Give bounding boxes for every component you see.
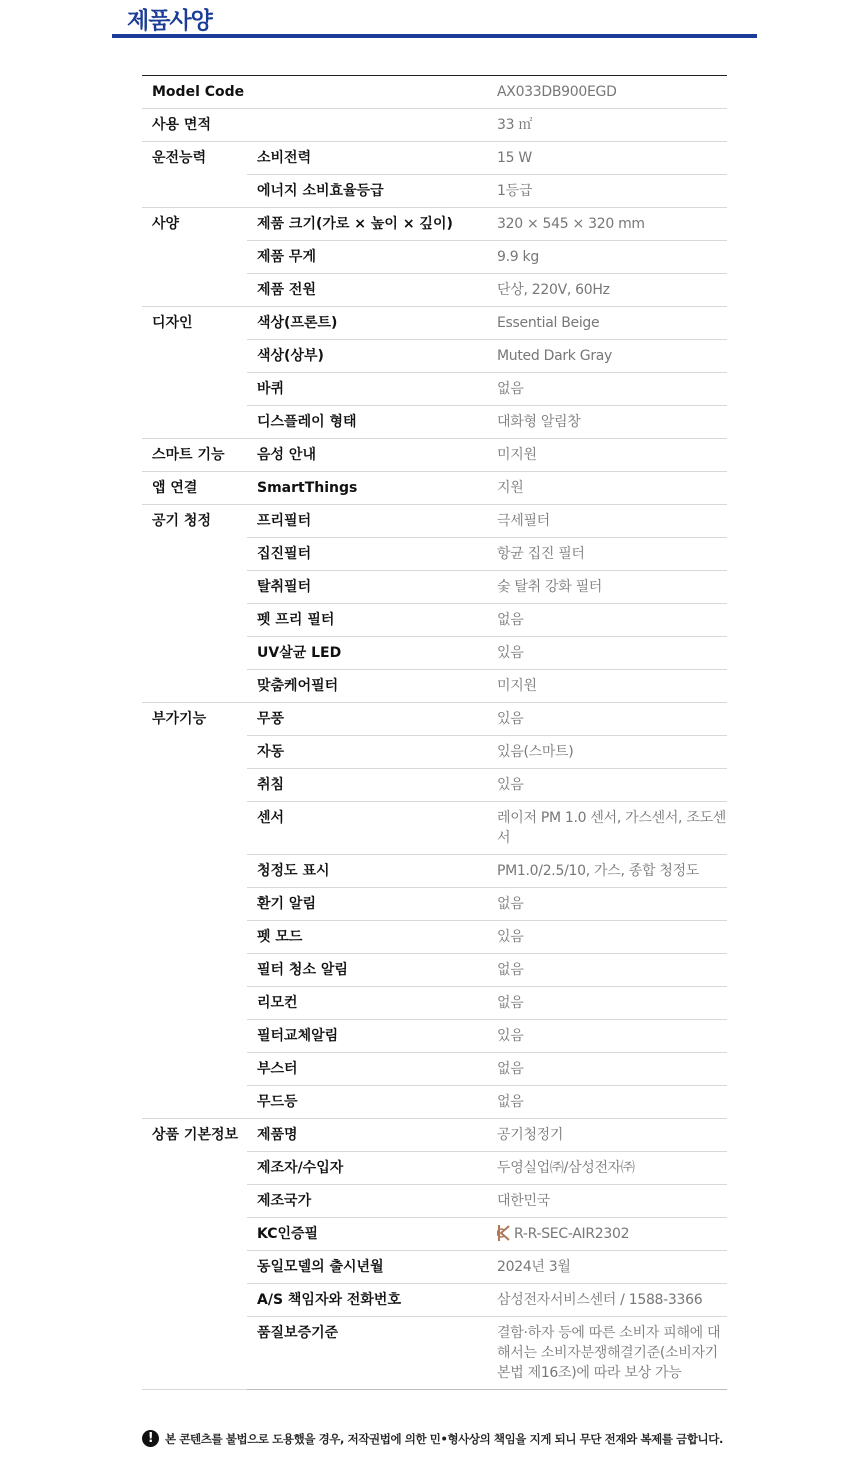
spec-value: 있음(스마트) [487,736,727,769]
exclamation-icon: ! [142,1430,159,1447]
spec-value [487,1218,727,1251]
spec-row [142,76,727,109]
spec-item-label: KC인증필 [247,1218,487,1251]
spec-value: AX033DB900EGD [487,76,727,109]
spec-value: 결함·하자 등에 따른 소비자 피해에 대해서는 소비자분쟁해결기준(소비자기본법 제16조)에 따라 보상 가능 [487,1317,727,1390]
spec-category: 사용 면적 [142,109,487,142]
spec-value: 두영실업㈜/삼성전자㈜ [487,1152,727,1185]
spec-item-label: 제품 크기(가로 × 높이 × 깊이) [247,208,487,241]
spec-item-label: 환기 알림 [247,888,487,921]
spec-item-label: SmartThings [247,472,487,505]
spec-value: 없음 [487,1053,727,1086]
spec-value: 없음 [487,987,727,1020]
kc-certification-icon [497,1224,511,1242]
spec-item-label: 부스터 [247,1053,487,1086]
spec-category: 사양 [142,208,247,307]
spec-item-label: 무드등 [247,1086,487,1119]
spec-value: 있음 [487,1020,727,1053]
spec-item-label: 취침 [247,769,487,802]
spec-value: 15 W [487,142,727,175]
spec-item-label: 필터교체알림 [247,1020,487,1053]
spec-category: 앱 연결 [142,472,247,505]
spec-value: 9.9 kg [487,241,727,274]
spec-value: 없음 [487,954,727,987]
spec-item-label: 펫 프리 필터 [247,604,487,637]
spec-category: 스마트 기능 [142,439,247,472]
spec-value: 없음 [487,888,727,921]
spec-value: 2024년 3월 [487,1251,727,1284]
spec-item-label: 맞춤케어필터 [247,670,487,703]
spec-value: Muted Dark Gray [487,340,727,373]
spec-row [142,1119,727,1152]
spec-value: 있음 [487,703,727,736]
spec-item-label: 품질보증기준 [247,1317,487,1390]
spec-value: 숯 탈취 강화 필터 [487,571,727,604]
spec-value: PM1.0/2.5/10, 가스, 종합 청정도 [487,855,727,888]
spec-item-label: 집진필터 [247,538,487,571]
spec-item-label: 센서 [247,802,487,855]
spec-row [142,142,727,175]
spec-row [142,703,727,736]
spec-row [142,208,727,241]
spec-value: 항균 집진 필터 [487,538,727,571]
spec-item-label: 탈취필터 [247,571,487,604]
spec-value: 단상, 220V, 60Hz [487,274,727,307]
spec-category: 디자인 [142,307,247,439]
spec-value: 대한민국 [487,1185,727,1218]
kc-certification-number: R-R-SEC-AIR2302 [514,1226,630,1242]
spec-row [142,109,727,142]
spec-item-label: 동일모델의 출시년월 [247,1251,487,1284]
spec-row [142,439,727,472]
spec-item-label: 제품 전원 [247,274,487,307]
spec-row [142,505,727,538]
spec-value: 1등급 [487,175,727,208]
spec-item-label: 펫 모드 [247,921,487,954]
spec-value: 없음 [487,604,727,637]
spec-value: 대화형 알림창 [487,406,727,439]
spec-item-label: 에너지 소비효율등급 [247,175,487,208]
spec-item-label: 리모컨 [247,987,487,1020]
spec-value: 미지원 [487,439,727,472]
spec-table [142,75,727,1390]
spec-item-label: 바퀴 [247,373,487,406]
spec-item-label: 제품 무게 [247,241,487,274]
spec-item-label: 음성 안내 [247,439,487,472]
spec-item-label: UV살균 LED [247,637,487,670]
spec-item-label: 소비전력 [247,142,487,175]
spec-category: 운전능력 [142,142,247,208]
spec-value: 지원 [487,472,727,505]
spec-category: Model Code [142,76,487,109]
spec-item-label: 자동 [247,736,487,769]
spec-value: 삼성전자서비스센터 / 1588-3366 [487,1284,727,1317]
spec-item-label: 색상(상부) [247,340,487,373]
spec-row [142,307,727,340]
spec-item-label: 필터 청소 알림 [247,954,487,987]
spec-value: 공기청정기 [487,1119,727,1152]
spec-value: 320 × 545 × 320 mm [487,208,727,241]
spec-value: 없음 [487,373,727,406]
spec-value: 있음 [487,769,727,802]
spec-item-label: 프리필터 [247,505,487,538]
spec-category: 부가기능 [142,703,247,1119]
spec-value: 있음 [487,637,727,670]
spec-value: 극세필터 [487,505,727,538]
spec-item-label: 색상(프론트) [247,307,487,340]
spec-value: Essential Beige [487,307,727,340]
spec-value: 있음 [487,921,727,954]
spec-category: 상품 기본정보 [142,1119,247,1390]
spec-item-label: 청정도 표시 [247,855,487,888]
spec-item-label: 제조자/수입자 [247,1152,487,1185]
spec-value: 미지원 [487,670,727,703]
title-underline [112,34,757,38]
notice-text: 본 콘텐츠를 불법으로 도용했을 경우, 저작권법에 의한 민•형사상의 책임을 지게 되니 무단 전재와 복제를 금합니다. [165,1431,723,1446]
spec-value: 33 ㎡ [487,109,727,142]
spec-item-label: 디스플레이 형태 [247,406,487,439]
spec-item-label: 무풍 [247,703,487,736]
spec-item-label: A/S 책임자와 전화번호 [247,1284,487,1317]
spec-item-label: 제조국가 [247,1185,487,1218]
spec-value: 없음 [487,1086,727,1119]
spec-value: 레이저 PM 1.0 센서, 가스센서, 조도센서 [487,802,727,855]
copyright-notice [142,1430,742,1447]
spec-row [142,472,727,505]
spec-item-label: 제품명 [247,1119,487,1152]
spec-category: 공기 청정 [142,505,247,703]
page-title: 제품사양 [127,8,212,34]
